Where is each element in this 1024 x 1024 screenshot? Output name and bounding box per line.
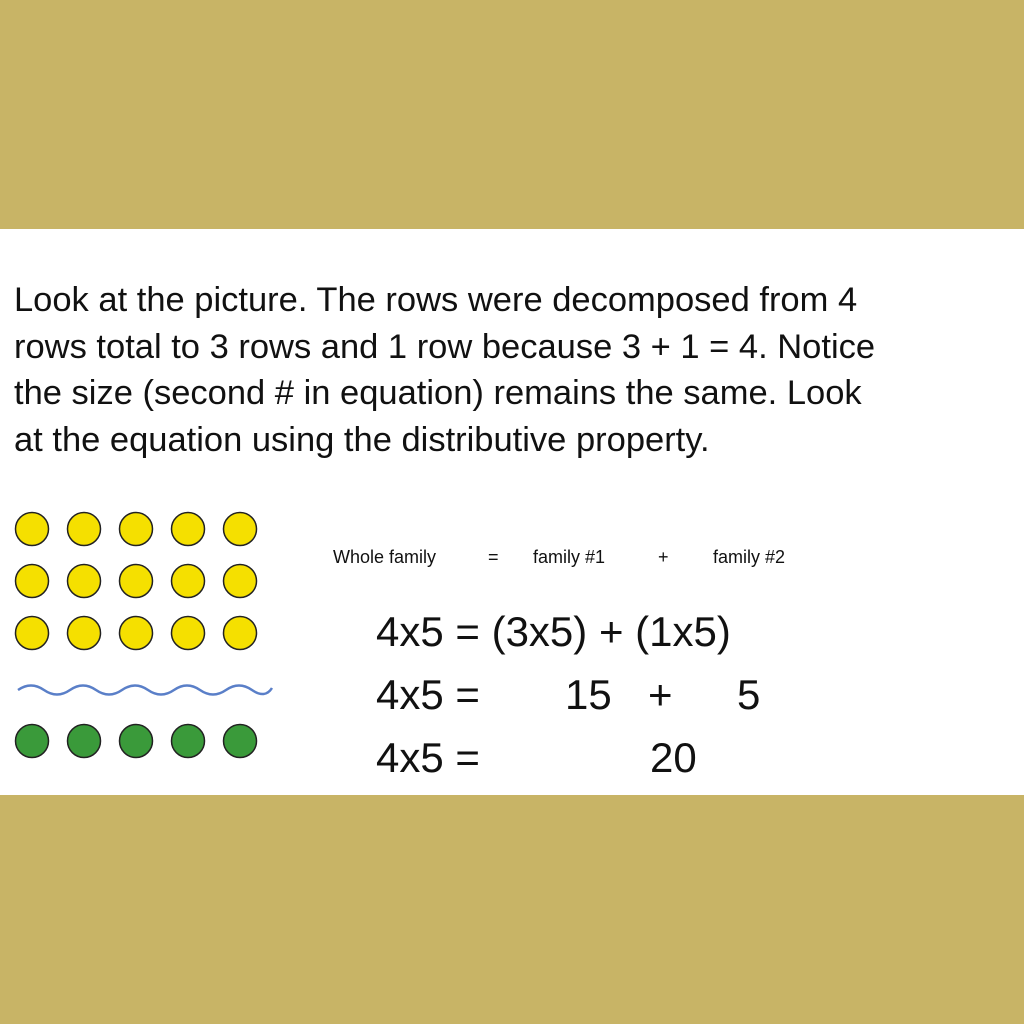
green-dot bbox=[120, 725, 153, 758]
explanation-paragraph: Look at the picture. The rows were decomposed from 4 rows total to 3 rows and 1 row because 3 + 1 = 4. Notice the size (second # in equation) remains the same. Look at the equation using the distributive property. bbox=[14, 281, 876, 459]
yellow-dot bbox=[120, 617, 153, 650]
yellow-dot bbox=[68, 513, 101, 546]
yellow-dot bbox=[16, 617, 49, 650]
whole-family-label: Whole family bbox=[333, 547, 437, 567]
yellow-dot bbox=[172, 617, 205, 650]
labels-plus-sign: + bbox=[658, 547, 669, 567]
equation-line-1: 4x5 = (3x5) + (1x5) bbox=[376, 608, 731, 655]
equation-line-2-plus: + bbox=[648, 671, 673, 718]
yellow-dot bbox=[68, 617, 101, 650]
green-dot bbox=[172, 725, 205, 758]
yellow-dot bbox=[224, 513, 257, 546]
yellow-dot bbox=[120, 513, 153, 546]
green-dot bbox=[68, 725, 101, 758]
bottom-border-band bbox=[0, 795, 1024, 1024]
equation-line-2-product-b: 5 bbox=[737, 671, 761, 718]
yellow-dot bbox=[224, 617, 257, 650]
yellow-dot bbox=[16, 513, 49, 546]
green-dot-row bbox=[16, 725, 257, 758]
top-border-band bbox=[0, 0, 1024, 229]
equation-line-2-left: 4x5 = bbox=[376, 671, 480, 718]
green-dot bbox=[16, 725, 49, 758]
equation-line-3-left: 4x5 = bbox=[376, 734, 480, 781]
labels-equals-sign: = bbox=[488, 547, 499, 567]
split-wave-line bbox=[18, 686, 272, 695]
yellow-dot-rows bbox=[16, 513, 257, 650]
equation-line-3-result: 20 bbox=[650, 734, 697, 781]
equation-line-2-product-a: 15 bbox=[565, 671, 612, 718]
yellow-dot bbox=[172, 513, 205, 546]
lesson-slide bbox=[0, 229, 1024, 795]
family-labels bbox=[0, 547, 1024, 571]
family-2-label: family #2 bbox=[713, 547, 786, 567]
green-dot bbox=[224, 725, 257, 758]
family-1-label: family #1 bbox=[533, 547, 606, 567]
